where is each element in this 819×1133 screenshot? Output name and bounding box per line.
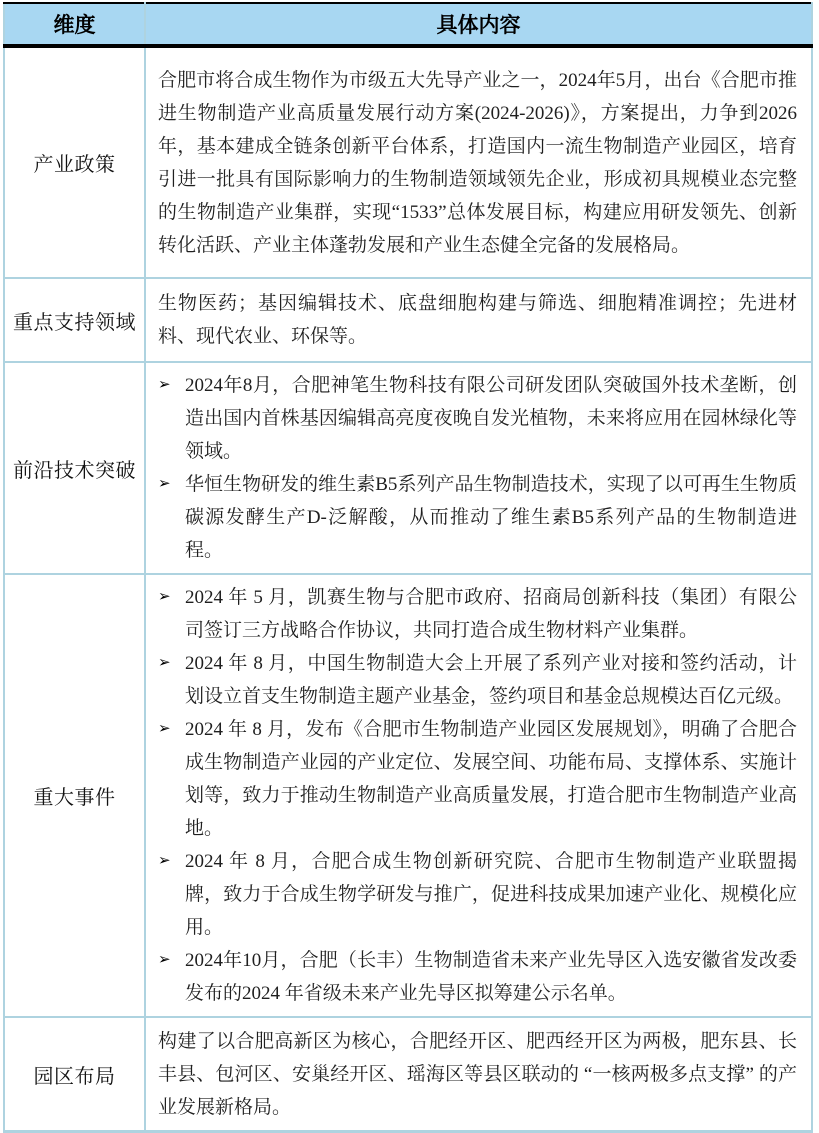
- bullet-text: 2024 年 8 月，中国生物制造大会上开展了系列产业对接和签约活动，计划设立首支生物制造主题产业基金，签约项目和基金总规模达百亿元级。: [185, 653, 797, 707]
- row-content-cell: [145, 278, 812, 362]
- table-body: [4, 46, 812, 1132]
- bullet-text: 华恒生物研发的维生素B5系列产品生物制造技术，实现了以可再生生物质碳源发酵生产D-泛解酸，从而推动了维生素B5系列产品的生物制造进程。: [185, 474, 797, 561]
- arrow-bullet-icon: ➢: [158, 476, 171, 492]
- dimension-content-table: [3, 2, 813, 1133]
- bullet-item: [158, 713, 797, 845]
- row-label-cell: 园区布局: [4, 1017, 145, 1132]
- bullet-item: [158, 944, 797, 1010]
- arrow-bullet-icon: ➢: [158, 655, 171, 671]
- table-row: [4, 574, 812, 1017]
- row-content-cell: [145, 1017, 812, 1132]
- row-content-cell: [145, 46, 812, 278]
- row-label-cell: 重点支持领域: [4, 278, 145, 362]
- row-label-cell: 前沿技术突破: [4, 362, 145, 574]
- content-paragraph: 构建了以合肥高新区为核心，合肥经开区、肥西经开区为两极，肥东县、长丰县、包河区、安巢经开区、瑶海区等县区联动的 “一核两极多点支撑” 的产业发展新格局。: [158, 1030, 797, 1118]
- arrow-bullet-icon: ➢: [158, 377, 171, 393]
- content-paragraph: 合肥市将合成生物作为市级五大先导产业之一，2024年5月，出台《合肥市推进生物制造产业高质量发展行动方案(2024-2026)》，方案提出，力争到2026年，基本建成全链条创新平台体系，打造国内一流生物制造产业园区，培育引进一批具有国际影响力的生物制造领域领先企业，形成初具规模业态完整的生物制造产业集群，实现“1533”总体发展目标，构建应用研发领先、创新转化活跃、产业主体蓬勃发展和产业生态健全完备的发展格局。: [158, 69, 797, 256]
- row-label-cell: 重大事件: [4, 574, 145, 1017]
- bullet-text: 2024 年 8 月，发布《合肥市生物制造产业园区发展规划》，明确了合肥合成生物制造产业园的产业定位、发展空间、功能布局、支撑体系、实施计划等，致力于推动生物制造产业高质量发展，打造合肥市生物制造产业高地。: [185, 719, 797, 839]
- table-row: [4, 278, 812, 362]
- bullet-item: [158, 369, 797, 468]
- table-row: [4, 46, 812, 278]
- bullet-item: [158, 845, 797, 944]
- table-row: [4, 1017, 812, 1132]
- arrow-bullet-icon: ➢: [158, 952, 171, 968]
- header-row: [4, 3, 812, 46]
- bullet-text: 2024 年 5 月，凯赛生物与合肥市政府、招商局创新科技（集团）有限公司签订三方战略合作协议，共同打造合成生物材料产业集群。: [185, 587, 797, 641]
- arrow-bullet-icon: ➢: [158, 589, 171, 605]
- bullet-item: [158, 581, 797, 647]
- row-content-cell: [145, 574, 812, 1017]
- arrow-bullet-icon: ➢: [158, 721, 171, 737]
- bullet-text: 2024 年 8 月，合肥合成生物创新研究院、合肥市生物制造产业联盟揭牌，致力于合成生物学研发与推广，促进科技成果加速产业化、规模化应用。: [185, 851, 797, 938]
- col-header-dimension: 维度: [4, 3, 145, 46]
- bullet-item: [158, 647, 797, 713]
- content-paragraph: 生物医药；基因编辑技术、底盘细胞构建与筛选、细胞精准调控；先进材料、现代农业、环保等。: [158, 293, 797, 347]
- arrow-bullet-icon: ➢: [158, 853, 171, 869]
- table-row: [4, 362, 812, 574]
- table-header: [4, 3, 812, 46]
- row-content-cell: [145, 362, 812, 574]
- bullet-item: [158, 468, 797, 567]
- col-header-content: 具体内容: [145, 3, 812, 46]
- bullet-text: 2024年10月，合肥（长丰）生物制造省未来产业先导区入选安徽省发改委发布的2024 年省级未来产业先导区拟筹建公示名单。: [185, 950, 797, 1004]
- bullet-text: 2024年8月，合肥神笔生物科技有限公司研发团队突破国外技术垄断，创造出国内首株基因编辑高亮度夜晚自发光植物，未来将应用在园林绿化等领域。: [185, 375, 797, 462]
- row-label-cell: 产业政策: [4, 46, 145, 278]
